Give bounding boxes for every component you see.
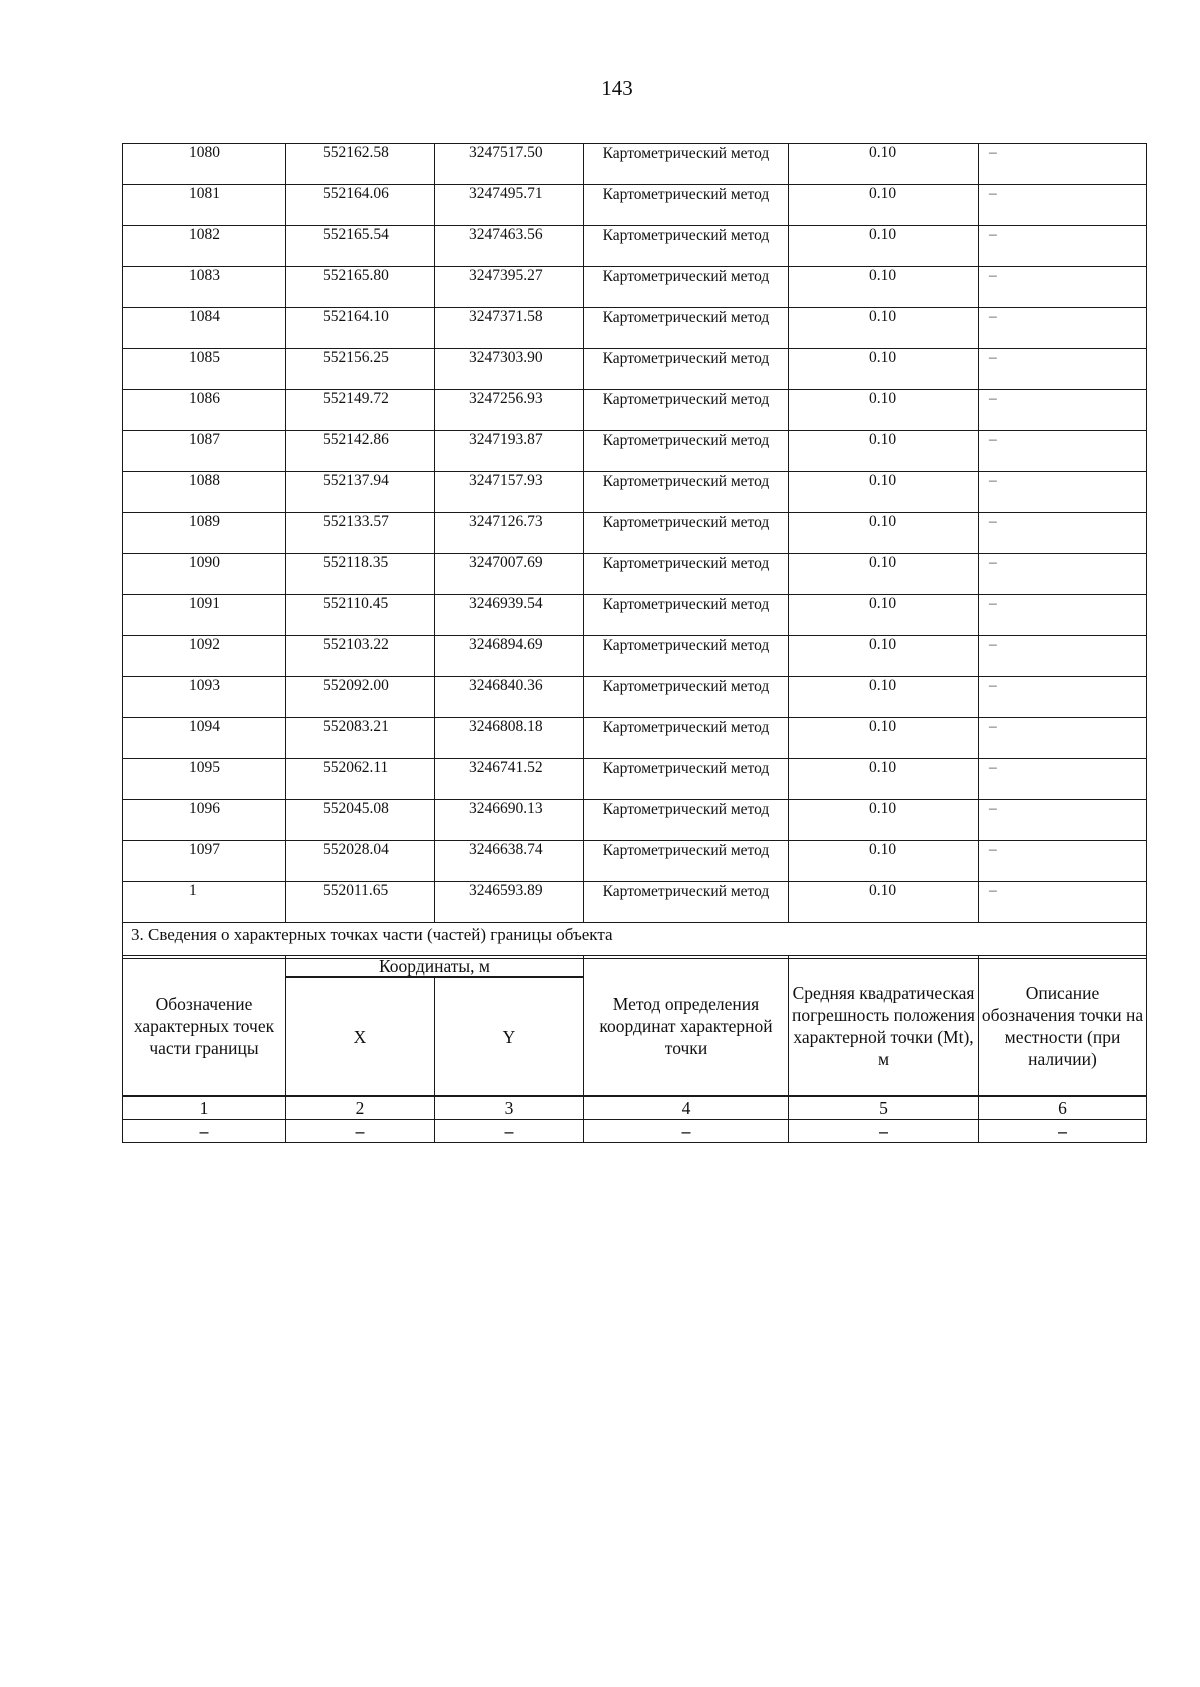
y-coordinate-cell: 3247007.69 — [435, 554, 584, 595]
y-coordinate-cell: 3247256.93 — [435, 390, 584, 431]
header-method: Метод определения координат характерной точки — [584, 956, 789, 1097]
header-x: X — [286, 977, 435, 1096]
table-row — [123, 554, 1147, 595]
column-number: 6 — [979, 1096, 1147, 1120]
description-cell: – — [979, 144, 1147, 185]
method-cell: Картометрический метод — [584, 431, 789, 472]
table-row — [123, 144, 1147, 185]
x-coordinate-cell: 552011.65 — [286, 882, 435, 923]
description-cell: – — [979, 759, 1147, 800]
description-cell: – — [979, 308, 1147, 349]
point-number-cell: 1095 — [123, 759, 286, 800]
point-number-cell: 1088 — [123, 472, 286, 513]
x-coordinate-cell: 552118.35 — [286, 554, 435, 595]
method-cell: Картометрический метод — [584, 513, 789, 554]
x-coordinate-cell: 552142.86 — [286, 431, 435, 472]
method-cell: Картометрический метод — [584, 472, 789, 513]
table-row — [123, 636, 1147, 677]
x-coordinate-cell: 552092.00 — [286, 677, 435, 718]
description-cell: – — [979, 800, 1147, 841]
description-cell: – — [979, 677, 1147, 718]
description-cell: – — [979, 636, 1147, 677]
point-number-cell: 1084 — [123, 308, 286, 349]
error-cell: 0.10 — [789, 677, 979, 718]
table-row — [123, 677, 1147, 718]
column-numbers-row — [123, 1096, 1147, 1120]
y-coordinate-cell: 3246840.36 — [435, 677, 584, 718]
column-number: 4 — [584, 1096, 789, 1120]
header-description: Описание обозначения точки на местности (при наличии) — [979, 956, 1147, 1097]
y-coordinate-cell: 3246593.89 — [435, 882, 584, 923]
point-number-cell: 1093 — [123, 677, 286, 718]
table-row — [123, 800, 1147, 841]
x-coordinate-cell: 552149.72 — [286, 390, 435, 431]
y-coordinate-cell: 3247371.58 — [435, 308, 584, 349]
description-cell: – — [979, 431, 1147, 472]
y-coordinate-cell: 3247395.27 — [435, 267, 584, 308]
x-coordinate-cell: 552164.06 — [286, 185, 435, 226]
x-coordinate-cell: 552164.10 — [286, 308, 435, 349]
method-cell: Картометрический метод — [584, 882, 789, 923]
y-coordinate-cell: 3246690.13 — [435, 800, 584, 841]
y-coordinate-cell: 3247303.90 — [435, 349, 584, 390]
y-coordinate-cell: 3246939.54 — [435, 595, 584, 636]
value-cell: – — [435, 1120, 584, 1143]
y-coordinate-cell: 3247193.87 — [435, 431, 584, 472]
description-cell: – — [979, 513, 1147, 554]
table-row — [123, 472, 1147, 513]
point-number-cell: 1094 — [123, 718, 286, 759]
table-row — [123, 185, 1147, 226]
description-cell: – — [979, 349, 1147, 390]
value-cell: – — [584, 1120, 789, 1143]
description-cell: – — [979, 718, 1147, 759]
method-cell: Картометрический метод — [584, 144, 789, 185]
description-cell: – — [979, 267, 1147, 308]
point-number-cell: 1090 — [123, 554, 286, 595]
error-cell: 0.10 — [789, 759, 979, 800]
column-number: 2 — [286, 1096, 435, 1120]
x-coordinate-cell: 552156.25 — [286, 349, 435, 390]
y-coordinate-cell: 3246741.52 — [435, 759, 584, 800]
method-cell: Картометрический метод — [584, 800, 789, 841]
y-coordinate-cell: 3247126.73 — [435, 513, 584, 554]
table-row — [123, 226, 1147, 267]
method-cell: Картометрический метод — [584, 841, 789, 882]
y-coordinate-cell: 3246808.18 — [435, 718, 584, 759]
page-number: 143 — [601, 76, 633, 100]
point-number-cell: 1096 — [123, 800, 286, 841]
y-coordinate-cell: 3247495.71 — [435, 185, 584, 226]
table-row — [123, 431, 1147, 472]
method-cell: Картометрический метод — [584, 308, 789, 349]
value-cell: – — [979, 1120, 1147, 1143]
table-row — [123, 390, 1147, 431]
point-number-cell: 1085 — [123, 349, 286, 390]
description-cell: – — [979, 390, 1147, 431]
header-row — [123, 956, 1147, 978]
point-number-cell: 1080 — [123, 144, 286, 185]
table-row — [123, 759, 1147, 800]
table-row — [123, 349, 1147, 390]
values-row — [123, 1120, 1147, 1143]
error-cell: 0.10 — [789, 554, 979, 595]
column-number: 3 — [435, 1096, 584, 1120]
characteristic-points-table — [122, 143, 1147, 959]
error-cell: 0.10 — [789, 185, 979, 226]
value-cell: – — [123, 1120, 286, 1143]
y-coordinate-cell: 3247517.50 — [435, 144, 584, 185]
point-number-cell: 1082 — [123, 226, 286, 267]
y-coordinate-cell: 3246894.69 — [435, 636, 584, 677]
error-cell: 0.10 — [789, 226, 979, 267]
y-coordinate-cell: 3247463.56 — [435, 226, 584, 267]
error-cell: 0.10 — [789, 718, 979, 759]
method-cell: Картометрический метод — [584, 759, 789, 800]
point-number-cell: 1 — [123, 882, 286, 923]
section3-title: 3. Сведения о характерных точках части (частей) границы объекта — [123, 923, 1147, 959]
x-coordinate-cell: 552137.94 — [286, 472, 435, 513]
method-cell: Картометрический метод — [584, 677, 789, 718]
error-cell: 0.10 — [789, 349, 979, 390]
table-row — [123, 513, 1147, 554]
error-cell: 0.10 — [789, 390, 979, 431]
method-cell: Картометрический метод — [584, 636, 789, 677]
point-number-cell: 1081 — [123, 185, 286, 226]
x-coordinate-cell: 552110.45 — [286, 595, 435, 636]
x-coordinate-cell: 552045.08 — [286, 800, 435, 841]
x-coordinate-cell: 552165.80 — [286, 267, 435, 308]
error-cell: 0.10 — [789, 595, 979, 636]
point-number-cell: 1083 — [123, 267, 286, 308]
table-row — [123, 841, 1147, 882]
y-coordinate-cell: 3246638.74 — [435, 841, 584, 882]
method-cell: Картометрический метод — [584, 718, 789, 759]
x-coordinate-cell: 552028.04 — [286, 841, 435, 882]
table-row — [123, 267, 1147, 308]
section3-title-row — [123, 923, 1147, 959]
header-coordinates: Координаты, м — [286, 956, 584, 978]
table-row — [123, 308, 1147, 349]
method-cell: Картометрический метод — [584, 349, 789, 390]
point-number-cell: 1091 — [123, 595, 286, 636]
x-coordinate-cell: 552103.22 — [286, 636, 435, 677]
x-coordinate-cell: 552083.21 — [286, 718, 435, 759]
method-cell: Картометрический метод — [584, 390, 789, 431]
column-number: 1 — [123, 1096, 286, 1120]
header-error: Средняя квадратическая погрешность положения характерной точки (Mt), м — [789, 956, 979, 1097]
error-cell: 0.10 — [789, 841, 979, 882]
x-coordinate-cell: 552162.58 — [286, 144, 435, 185]
description-cell: – — [979, 226, 1147, 267]
point-number-cell: 1092 — [123, 636, 286, 677]
points-table-body — [123, 144, 1147, 923]
column-number: 5 — [789, 1096, 979, 1120]
error-cell: 0.10 — [789, 431, 979, 472]
error-cell: 0.10 — [789, 882, 979, 923]
error-cell: 0.10 — [789, 800, 979, 841]
header-point-designation: Обозначение характерных точек части границы — [123, 956, 286, 1097]
error-cell: 0.10 — [789, 144, 979, 185]
table-row — [123, 882, 1147, 923]
table-row — [123, 718, 1147, 759]
description-cell: – — [979, 185, 1147, 226]
value-cell: – — [286, 1120, 435, 1143]
method-cell: Картометрический метод — [584, 554, 789, 595]
error-cell: 0.10 — [789, 513, 979, 554]
error-cell: 0.10 — [789, 308, 979, 349]
point-number-cell: 1089 — [123, 513, 286, 554]
value-cell: – — [789, 1120, 979, 1143]
x-coordinate-cell: 552062.11 — [286, 759, 435, 800]
point-number-cell: 1097 — [123, 841, 286, 882]
y-coordinate-cell: 3247157.93 — [435, 472, 584, 513]
table-row — [123, 595, 1147, 636]
description-cell: – — [979, 554, 1147, 595]
point-number-cell: 1086 — [123, 390, 286, 431]
error-cell: 0.10 — [789, 636, 979, 677]
description-cell: – — [979, 841, 1147, 882]
description-cell: – — [979, 595, 1147, 636]
method-cell: Картометрический метод — [584, 267, 789, 308]
method-cell: Картометрический метод — [584, 226, 789, 267]
x-coordinate-cell: 552133.57 — [286, 513, 435, 554]
part-boundary-table — [122, 955, 1147, 1143]
x-coordinate-cell: 552165.54 — [286, 226, 435, 267]
method-cell: Картометрический метод — [584, 595, 789, 636]
method-cell: Картометрический метод — [584, 185, 789, 226]
point-number-cell: 1087 — [123, 431, 286, 472]
description-cell: – — [979, 882, 1147, 923]
error-cell: 0.10 — [789, 472, 979, 513]
header-y: Y — [435, 977, 584, 1096]
error-cell: 0.10 — [789, 267, 979, 308]
description-cell: – — [979, 472, 1147, 513]
